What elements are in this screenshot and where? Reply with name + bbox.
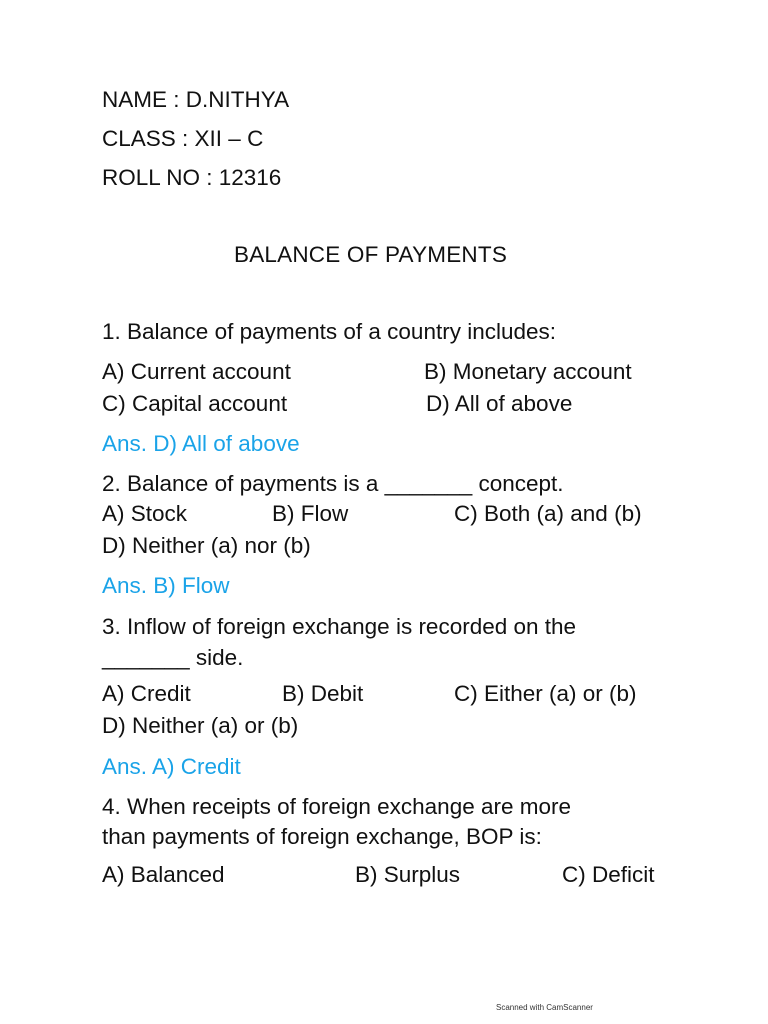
option-a: A) Current account — [102, 359, 291, 384]
option-b: B) Monetary account — [424, 359, 632, 384]
question-text-continued: _______ side. — [102, 645, 244, 670]
option-a: A) Credit — [102, 681, 191, 706]
option-c: C) Either (a) or (b) — [454, 681, 637, 706]
option-c: C) Both (a) and (b) — [454, 501, 642, 526]
question-text: 3. Inflow of foreign exchange is recorded on the — [102, 614, 577, 639]
option-a: A) Stock — [102, 501, 188, 526]
answer-text: Ans. A) Credit — [102, 754, 241, 779]
option-c: C) Capital account — [102, 391, 288, 416]
scanner-footer: Scanned with CamScanner — [496, 1003, 593, 1012]
option-c: C) Deficit — [562, 862, 655, 887]
option-b: B) Surplus — [355, 862, 461, 887]
question-text-continued: than payments of foreign exchange, BOP is: — [102, 824, 542, 849]
question-text: 1. Balance of payments of a country includes: — [102, 319, 557, 344]
option-d: D) Neither (a) nor (b) — [102, 533, 311, 558]
question-text: 4. When receipts of foreign exchange are more — [102, 794, 572, 819]
option-a: A) Balanced — [102, 862, 225, 887]
option-b: B) Debit — [282, 681, 364, 706]
option-d: D) All of above — [426, 391, 573, 416]
answer-text: Ans. B) Flow — [102, 573, 230, 598]
question-text: 2. Balance of payments is a _______ concept. — [102, 471, 564, 496]
student-name: NAME : D.NITHYA — [102, 87, 290, 112]
page-title: BALANCE OF PAYMENTS — [234, 242, 508, 267]
answer-text: Ans. D) All of above — [102, 431, 300, 456]
student-class: CLASS : XII – C — [102, 126, 264, 151]
option-b: B) Flow — [272, 501, 349, 526]
student-roll: ROLL NO : 12316 — [102, 165, 282, 190]
option-d: D) Neither (a) or (b) — [102, 713, 299, 738]
